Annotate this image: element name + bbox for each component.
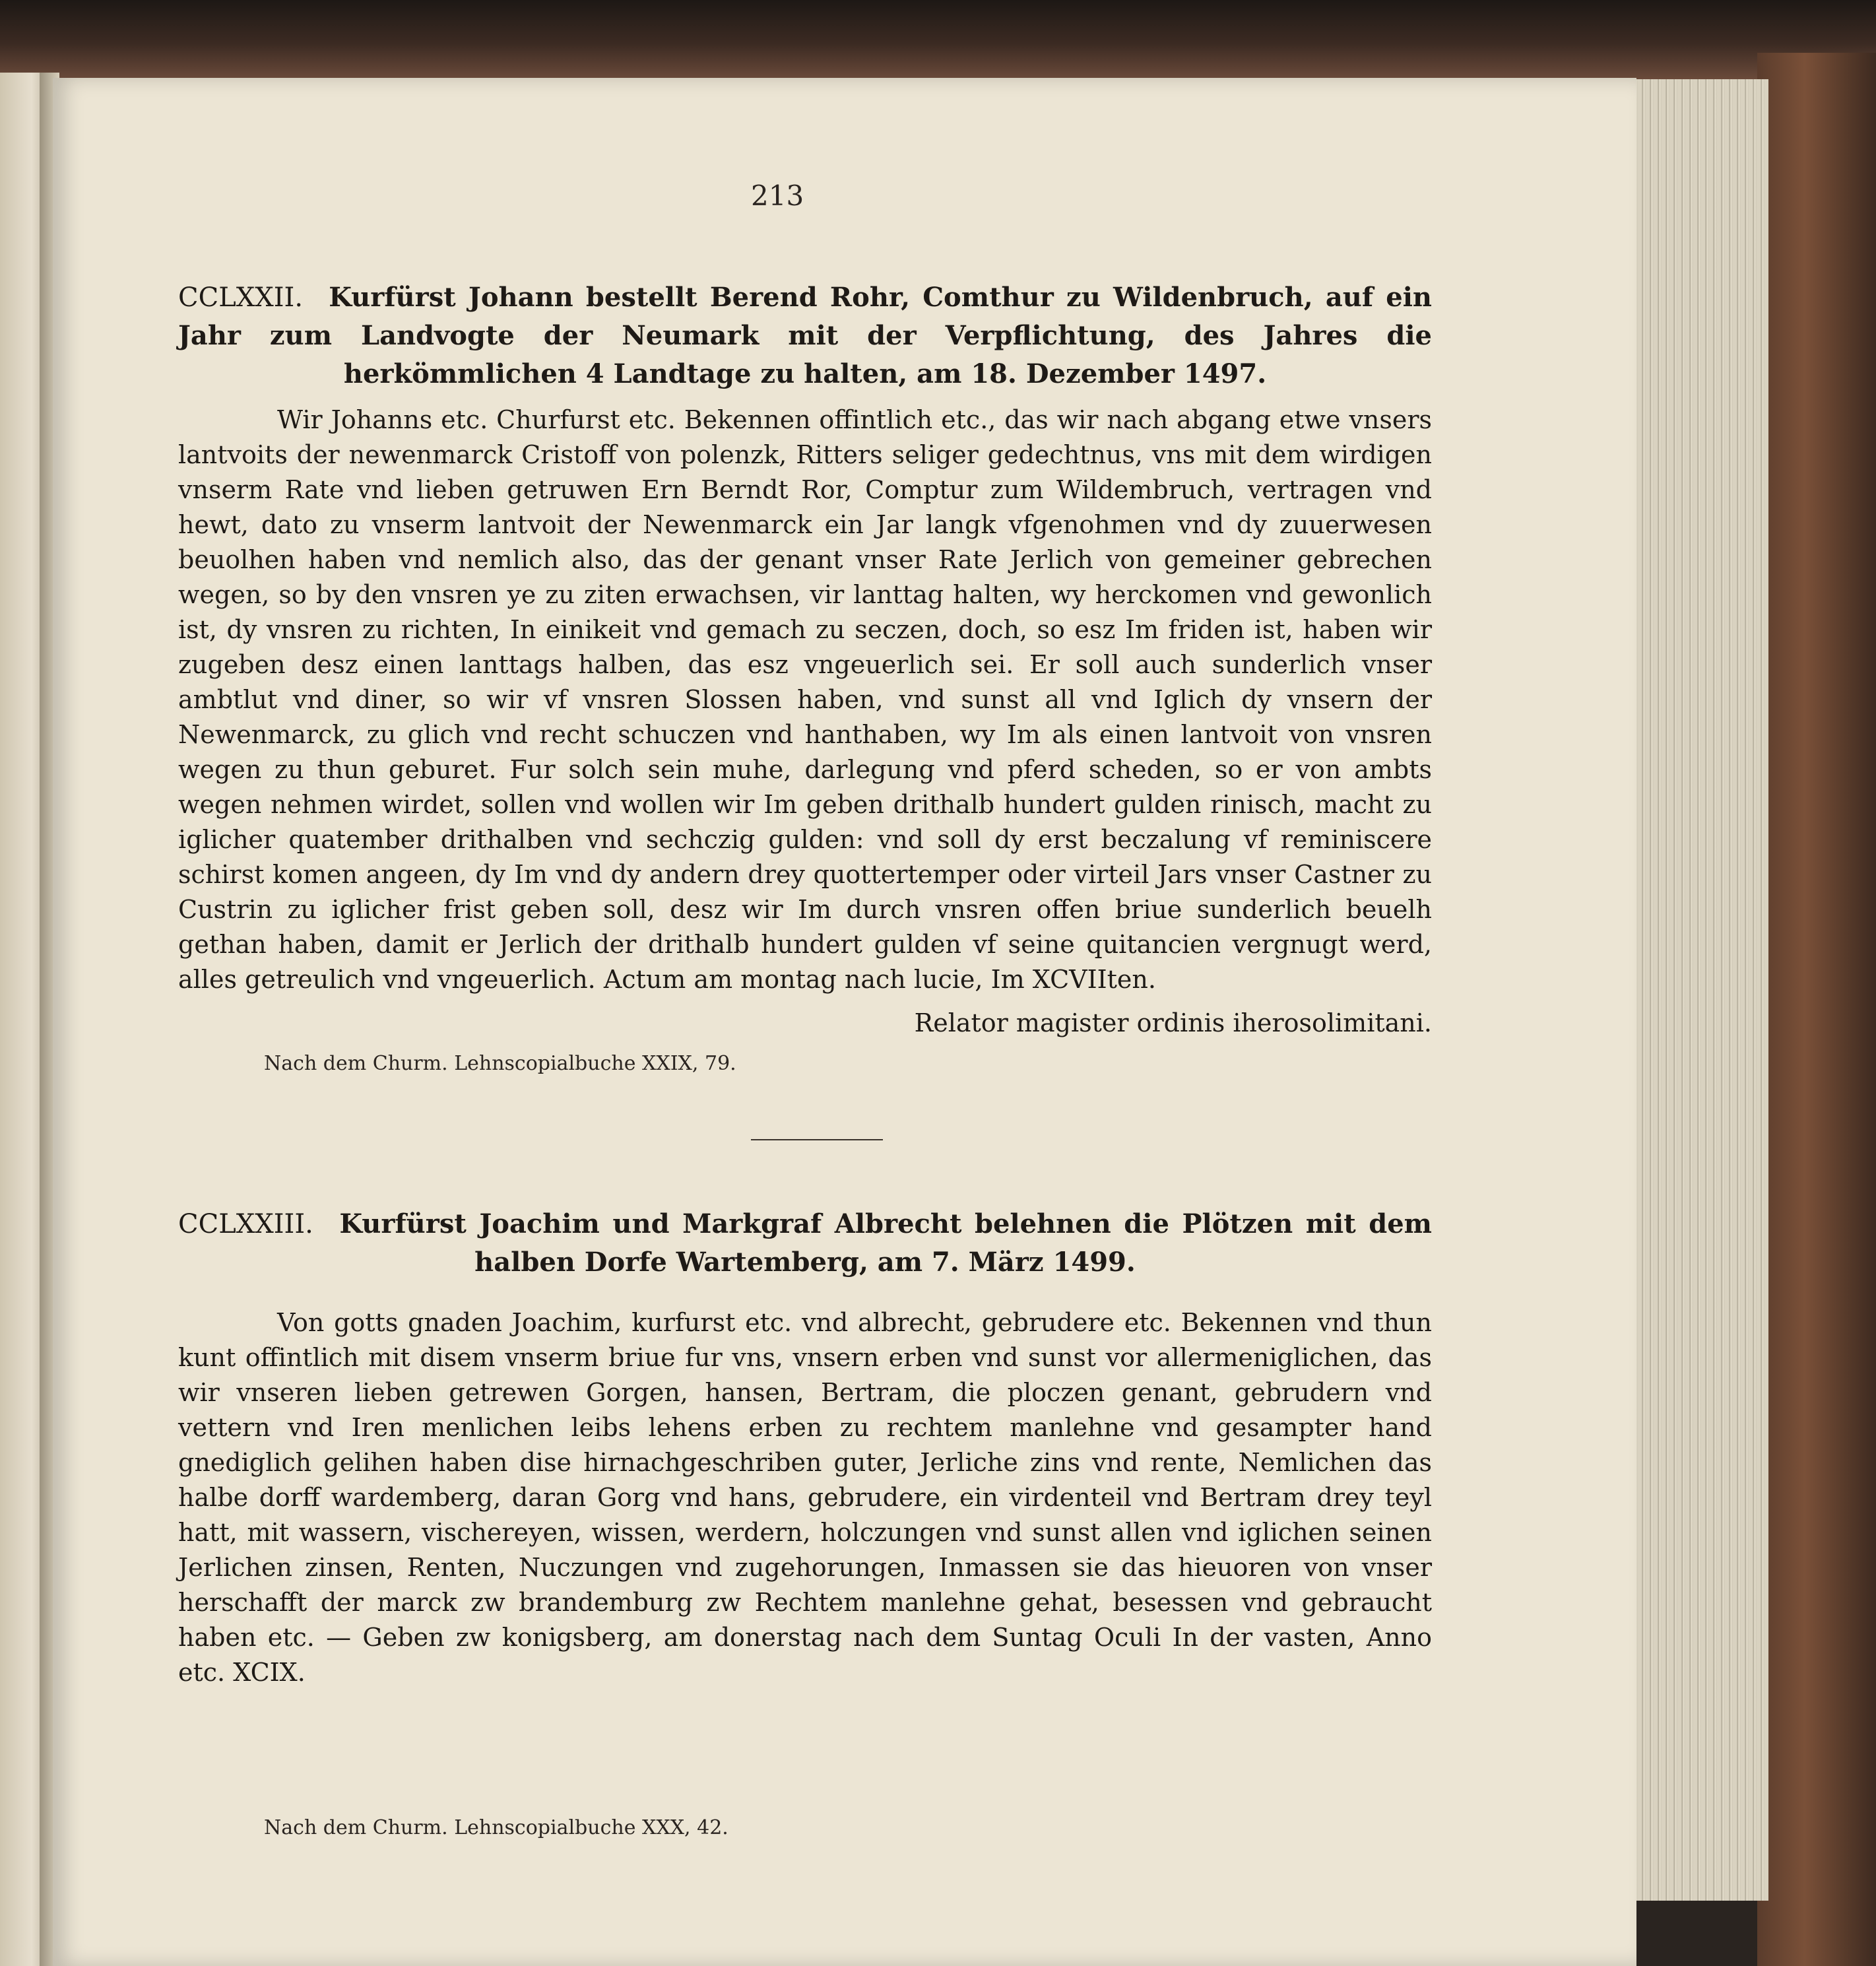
- document-text-2: Von gotts gnaden Joachim, kurfurst etc. vnd albrecht, gebrudere etc. Bekennen vnd thun kunt offintlich mit disem vnserm briue fur vns, vnsern erben vnd sunst vor allermeniglichen, das wir vnseren lieben getrewen Gorgen, hansen, Bertram, die ploczen genant, gebrudern vnd vettern vnd Iren menlichen leibs lehens erben zu rechtem manlehne vnd gesampter hand gnediglich gelihen haben dise hirnachgeschriben guter, Jerliche zins vnd rente, Nemlichen das halbe dorff wardemberg, daran Gorg vnd hans, gebrudere, ein virdenteil vnd Bertram drey teyl hatt, mit wassern, vischereyen, wissen, werdern, holczungen vnd sunst allen vnd iglichen seinen Jerlichen zinsen, Renten, Nuczungen vnd zugehorungen, Inmassen sie das hieuoren von vnser herschafft der marck zw brandemburg zw Rechtem manlehne gehat, besessen vnd gebraucht haben etc. — Geben zw konigsberg, am donerstag nach dem Suntag Oculi In der vasten, Anno etc. XCIX.: [178, 1308, 1432, 1687]
- document-number-1: CCLXXII.: [178, 282, 304, 313]
- page-number: 213: [751, 180, 804, 212]
- page-edges: [1630, 79, 1768, 1901]
- relator-line: Relator magister ordinis iherosolimitani.: [914, 1008, 1432, 1037]
- book-page: [53, 78, 1636, 1966]
- document-heading-1: [178, 279, 1432, 393]
- document-heading-2: [178, 1205, 1432, 1282]
- document-text-1: Wir Johanns etc. Churfurst etc. Bekennen offintlich etc., das wir nach abgang etwe vnsers lantvoits der newenmarck Cristoff von polenzk, Ritters seliger gedechtnus, vns mit dem wirdigen vnserm Rate vnd lieben getruwen Ern Berndt Ror, Comptur zum Wildembruch, vertragen vnd hewt, dato zu vnserm lantvoit der Newenmarck ein Jar langk vfgenohmen vnd dy zuuerwesen beuolhen haben vnd nemlich also, das der genant vnser Rate Jerlich von gemeiner gebrechen wegen, so by den vnsren ye zu ziten erwachsen, vir lanttag halten, wy herckomen vnd gewonlich ist, dy vnsren zu richten, In einikeit vnd gemach zu seczen, doch, so esz Im friden ist, haben wir zugeben desz einen lanttags halben, das esz vngeuerlich sei. Er soll auch sunderlich vnser ambtlut vnd diner, so wir vf vnsren Slossen haben, vnd sunst all vnd Iglich dy vnsern der Newenmarck, zu glich vnd recht schuczen vnd hanthaben, wy Im als einen lantvoit von vnsren wegen zu thun geburet. Fur solch sein muhe, darlegung vnd pferd scheden, so er von ambts wegen nehmen wirdet, sollen vnd wollen wir Im geben drithalb hundert gulden rinisch, macht zu iglicher quatember drithalben vnd sechczig gulden: vnd soll dy erst beczalung vf reminiscere schirst komen angeen, dy Im vnd dy andern drey quottertemper oder virteil Jars vnser Castner zu Custrin zu iglicher frist geben soll, desz wir Im durch vnsren offen briue sunderlich beuelh gethan haben, damit er Jerlich der drithalb hundert gulden vf seine quitancien vergnugt werd, alles getreulich vnd vngeuerlich. Actum am montag nach lucie, Im XCVIIten.: [178, 405, 1432, 994]
- book-cover-right: [1757, 53, 1876, 1966]
- book-cover-top: [0, 0, 1876, 79]
- document-number-2: CCLXXIII.: [178, 1209, 313, 1239]
- document-title-1: Kurfürst Johann bestellt Berend Rohr, Comthur zu Wildenbruch, auf ein Jahr zum Landvogte der Neumark mit der Verpflichtung, des Jahres die herkömmlichen 4 Landtage zu halten, am 18. Dezember 1497.: [178, 282, 1432, 389]
- section-divider: [751, 1139, 883, 1140]
- source-note-2: Nach dem Churm. Lehnscopialbuche XXX, 42.: [264, 1816, 728, 1839]
- source-note-1: Nach dem Churm. Lehnscopialbuche XXIX, 79.: [264, 1052, 736, 1075]
- document-title-2: Kurfürst Joachim und Markgraf Albrecht belehnen die Plötzen mit dem halben Dorfe Wartemberg, am 7. März 1499.: [339, 1208, 1432, 1278]
